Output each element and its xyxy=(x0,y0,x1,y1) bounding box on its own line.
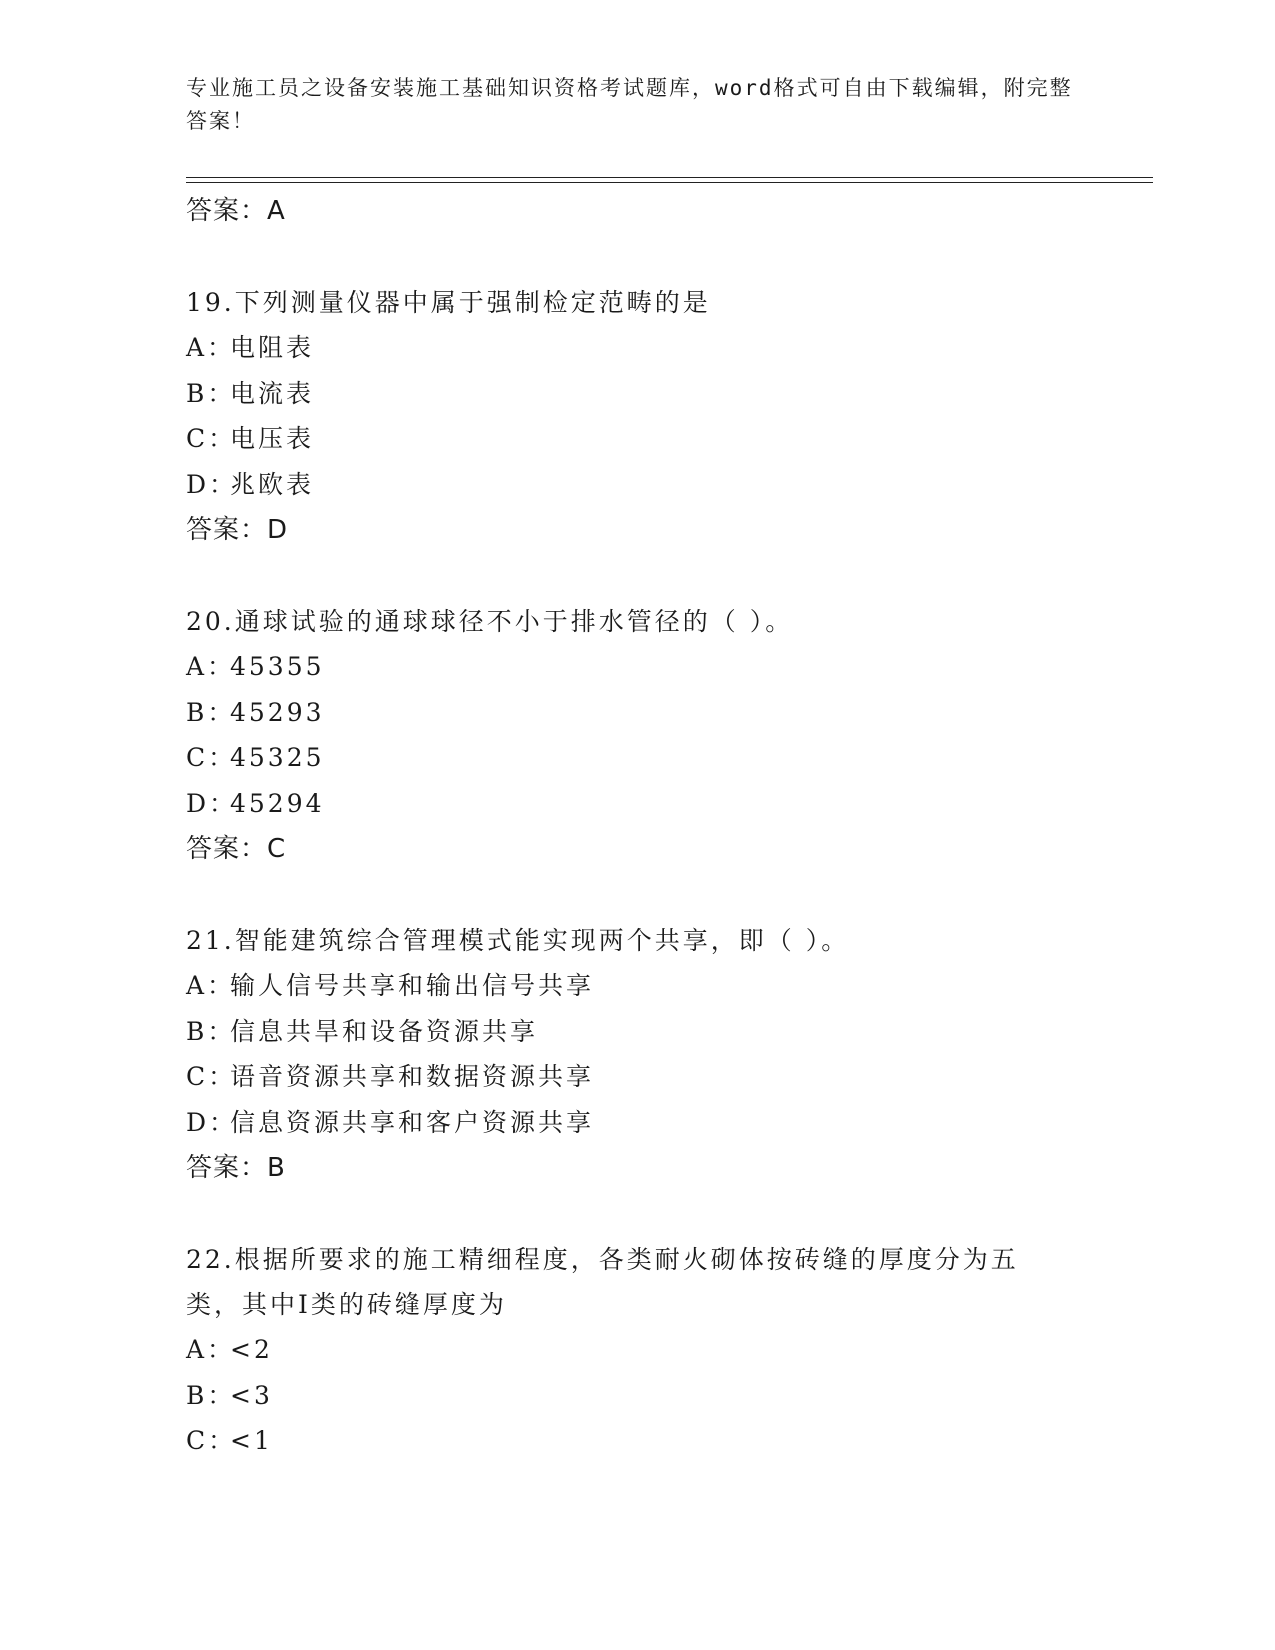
option-letter: A： xyxy=(186,1335,236,1364)
question-stem: 19.下列测量仪器中属于强制检定范畴的是 xyxy=(186,288,711,317)
option-item xyxy=(186,781,1146,827)
question-stem: 21.智能建筑综合管理模式能实现两个共享，即（ ）。 xyxy=(186,926,850,955)
option-letter: C： xyxy=(186,1062,237,1091)
option-item xyxy=(186,371,1146,417)
option-item xyxy=(186,1373,1146,1419)
option-text: 45294 xyxy=(230,788,325,818)
document-header: 专业施工员之设备安装施工基础知识资格考试题库，word格式可自由下载编辑，附完整答案！ xyxy=(186,76,1073,133)
option-letter: C： xyxy=(186,743,237,772)
option-text: 电流表 xyxy=(230,378,315,408)
option-letter: D： xyxy=(186,469,238,499)
option-letter: A： xyxy=(186,971,236,1000)
option-letter: C： xyxy=(186,1426,237,1455)
option-text: <2 xyxy=(230,1335,273,1364)
answer-line: 答案：D xyxy=(186,515,289,545)
option-letter: C： xyxy=(186,424,237,453)
option-letter: A： xyxy=(186,333,236,362)
answer-line: 答案：B xyxy=(186,1153,286,1183)
option-text: 45293 xyxy=(230,697,325,727)
option-item xyxy=(186,1009,1146,1055)
option-letter: B： xyxy=(186,1016,236,1046)
option-letter: D： xyxy=(186,1107,238,1137)
header-rule-bottom xyxy=(186,182,1153,183)
option-text: 45325 xyxy=(230,743,325,772)
option-letter: D： xyxy=(186,788,238,818)
option-text: 信息资源共享和客户资源共享 xyxy=(230,1107,595,1137)
option-item xyxy=(186,963,1146,1009)
option-text: 输人信号共享和输出信号共享 xyxy=(230,971,595,1000)
option-item xyxy=(186,690,1146,736)
option-item xyxy=(186,1327,1146,1373)
option-letter: B： xyxy=(186,1380,236,1410)
option-item xyxy=(186,1054,1146,1100)
option-letter: B： xyxy=(186,378,236,408)
question-stem: 22.根据所要求的施工精细程度，各类耐火砌体按砖缝的厚度分为五类，其中Ⅰ类的砖缝厚度为 xyxy=(186,1245,1019,1319)
answer-line: 答案：C xyxy=(186,834,287,864)
option-text: 信息共旱和设备资源共享 xyxy=(230,1016,539,1046)
option-text: 45355 xyxy=(230,652,325,681)
option-item xyxy=(186,462,1146,508)
answer-line: 答案：A xyxy=(186,196,286,226)
option-item xyxy=(186,644,1146,690)
option-item xyxy=(186,1418,1146,1464)
option-letter: A： xyxy=(186,652,236,681)
option-item xyxy=(186,1100,1146,1146)
question-list xyxy=(186,188,1146,1464)
option-text: 语音资源共享和数据资源共享 xyxy=(230,1062,595,1091)
option-text: <1 xyxy=(230,1426,273,1455)
option-item xyxy=(186,735,1146,781)
header-rule-top xyxy=(186,177,1153,178)
option-item xyxy=(186,416,1146,462)
option-text: 电阻表 xyxy=(230,333,315,362)
option-text: 兆欧表 xyxy=(230,469,315,499)
option-text: 电压表 xyxy=(230,424,315,453)
option-text: <3 xyxy=(230,1380,273,1410)
option-letter: B： xyxy=(186,697,236,727)
option-item xyxy=(186,325,1146,371)
question-stem: 20.通球试验的通球球径不小于排水管径的（ ）。 xyxy=(186,607,794,636)
